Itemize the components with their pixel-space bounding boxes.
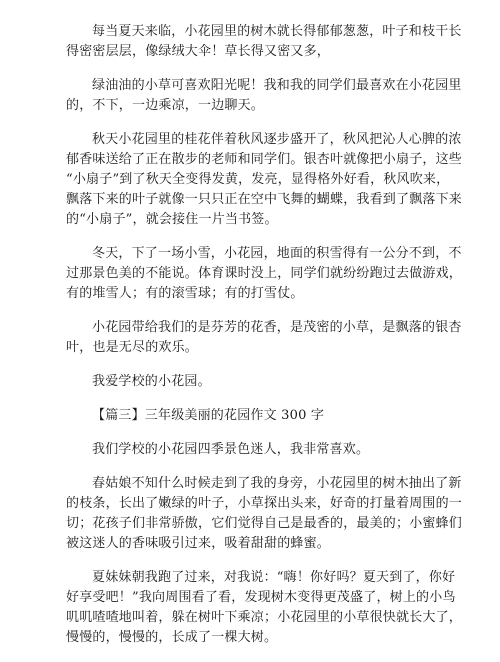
paragraph-autumn bbox=[66, 130, 463, 230]
text-line: 我爱学校的小花园。 bbox=[92, 374, 211, 389]
text-line: 小花园带给我们的是芬芳的花香，是茂密的小草，是飘落的银杏 bbox=[92, 320, 462, 335]
text-line: 我们学校的小花园四季景色迷人，我非常喜欢。 bbox=[92, 442, 370, 457]
text-line: 的“小扇子”，就会接住一片当书签。 bbox=[66, 212, 278, 227]
text-line: 绿油油的小草可喜欢阳光呢！我和我的同学们最喜欢在小花园里 bbox=[92, 78, 462, 93]
text-line: 得密密层层，像绿绒大伞！草长得又密又多， bbox=[66, 44, 331, 59]
paragraph-spring bbox=[66, 474, 463, 554]
text-line: 【篇三】三年级美丽的花园作文 300 字 bbox=[92, 408, 325, 423]
paragraph-joy bbox=[66, 318, 462, 358]
text-line: 冬天，下了一场小雪，小花园，地面的积雪得有一公分不到，不 bbox=[92, 246, 462, 261]
text-line: 过那景色美的不能说。体育课时没上，同学们就纷纷跑过去做游戏， bbox=[66, 266, 463, 281]
text-line: 慢慢的，慢慢的，长成了一棵大树。 bbox=[66, 630, 278, 645]
document-page bbox=[66, 22, 463, 662]
text-line: 秋天小花园里的桂花伴着秋风逐步盛开了，秋风把沁人心脾的浓 bbox=[92, 132, 462, 147]
paragraph-summer-2 bbox=[66, 568, 463, 648]
text-line: 叶，也是无尽的欢乐。 bbox=[66, 340, 199, 355]
text-line: 的，不下，一边乘凉，一边聊天。 bbox=[66, 98, 265, 113]
text-line: 春姑娘不知什么时候走到了我的身旁，小花园里的树木抽出了新 bbox=[92, 476, 462, 491]
text-line: 每当夏天来临，小花园里的树木就长得郁郁葱葱，叶子和枝干长 bbox=[92, 24, 462, 39]
paragraph-love bbox=[66, 372, 446, 392]
text-line: 被这迷人的香味吸引过来，吸着甜甜的蜂蜜。 bbox=[66, 536, 331, 551]
section-heading bbox=[66, 406, 446, 426]
text-line: 夏妹妹朝我跑了过来，对我说：“嗨！你好吗？夏天到了，你好 bbox=[92, 570, 456, 585]
text-line: 好享受吧！”我向周围看了看，发现树木变得更茂盛了，树上的小鸟 bbox=[66, 590, 456, 605]
text-line: 有的堆雪人；有的滚雪球；有的打雪仗。 bbox=[66, 286, 304, 301]
paragraph-summer bbox=[66, 22, 462, 62]
paragraph-grass bbox=[66, 76, 462, 116]
text-line: “小扇子”到了秋天全变得发黄，发亮，显得格外好看，秋风吹来， bbox=[66, 172, 450, 187]
paragraph-winter bbox=[66, 244, 463, 304]
text-line: 郁香味送给了正在散步的老师和同学们。银杏叶就像把小扇子，这些 bbox=[66, 152, 463, 167]
text-line: 切；花孩子们非常骄傲，它们觉得自己是最香的，最美的；小蜜蜂们 bbox=[66, 516, 463, 531]
paragraph-intro bbox=[66, 440, 446, 460]
text-line: 叽叽喳喳地叫着，躲在树叶下乘凉；小花园里的小草很快就长大了， bbox=[66, 610, 463, 625]
text-line: 的枝条，长出了嫩绿的叶子，小草探出头来，好奇的打量着周围的一 bbox=[66, 496, 463, 511]
text-line: 飘落下来的叶子就像一只只正在空中飞舞的蝴蝶，我看到了飘落下来 bbox=[66, 192, 463, 207]
